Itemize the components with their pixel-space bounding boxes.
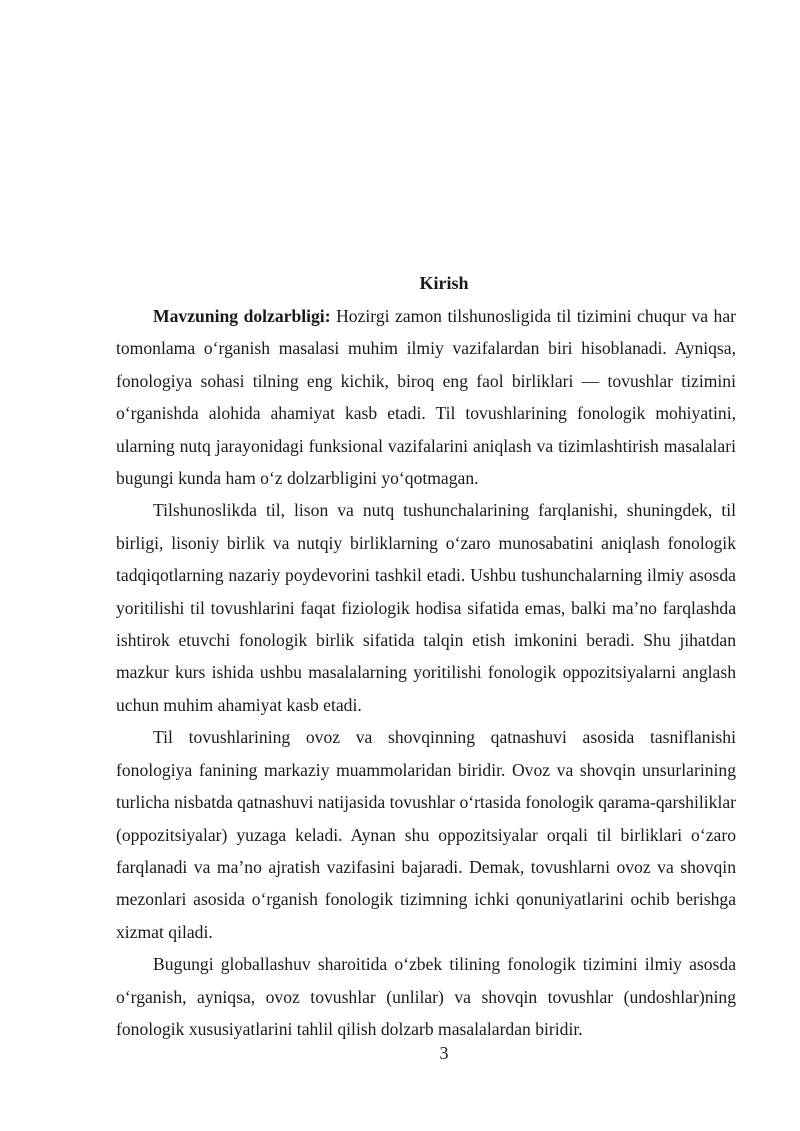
body-text xyxy=(116,300,736,1045)
paragraph: Til tovushlarining ovoz va shovqinning qatnashuvi asosida tasniflanishi fonologiya fanining markaziy muammolaridan biridir. Ovoz va shovqin unsurlarining turlicha nisbatda qatnashuvi natijasida tovushlar o‘rtasida fonologik qarama-qarshiliklar (oppozitsiyalar) yuzaga keladi. Aynan shu oppozitsiyalar orqali til birliklari o‘zaro farqlanadi va ma’no ajratish vazifasini bajaradi. Demak, tovushlarni ovoz va shovqin mezonlari asosida o‘rganish fonologik tizimning ichki qonuniyatlarini ochib berishga xizmat qiladi. xyxy=(116,727,736,942)
paragraph-relevance xyxy=(116,300,736,494)
paragraph-lead: Mavzuning dolzarbligi: xyxy=(153,306,331,326)
page-number: 3 xyxy=(439,1043,449,1063)
paragraph: Tilshunoslikda til, lison va nutq tushunchalarining farqlanishi, shuningdek, til birligi, lisoniy birlik va nutqiy birliklarning o‘zaro munosabatini aniqlash fonologik tadqiqotlarning nazariy poydevorini tashkil etadi. Ushbu tushunchalarning ilmiy asosda yoritilishi til tovushlarini faqat fiziologik hodisa sifatida emas, balki ma’no farqlashda ishtirok etuvchi fonologik birlik sifatida talqin etish imkonini beradi. Shu jihatdan mazkur kurs ishida ushbu masalalarning yoritilishi fonologik oppozitsiyalarni anglash uchun muhim ahamiyat kasb etadi. xyxy=(116,500,736,715)
paragraph: Bugungi globallashuv sharoitida o‘zbek tilining fonologik tizimini ilmiy asosda o‘rganish, ayniqsa, ovoz tovushlar (unlilar) va shovqin tovushlar (undoshlar)ning fonologik xususiyatlarini tahlil qilish dolzarb masalalardan biridir. xyxy=(116,954,736,1039)
section-heading: Kirish xyxy=(419,273,469,293)
paragraph-text: Hozirgi zamon tilshunosligida til tizimini chuqur va har tomonlama o‘rganish masalasi muhim ilmiy vazifalardan biri hisoblanadi. Ayniqsa, fonologiya sohasi tilning eng kichik, biroq eng faol birliklari — tovushlar tizimini o‘rganishda alohida ahamiyat kasb etadi. Til tovushlarining fonologik mohiyatini, ularning nutq jarayonidagi funksional vazifalarini aniqlash va tizimlashtirish masalalari bugungi kunda ham o‘z dolzarbligini yo‘qotmagan. xyxy=(116,306,736,489)
